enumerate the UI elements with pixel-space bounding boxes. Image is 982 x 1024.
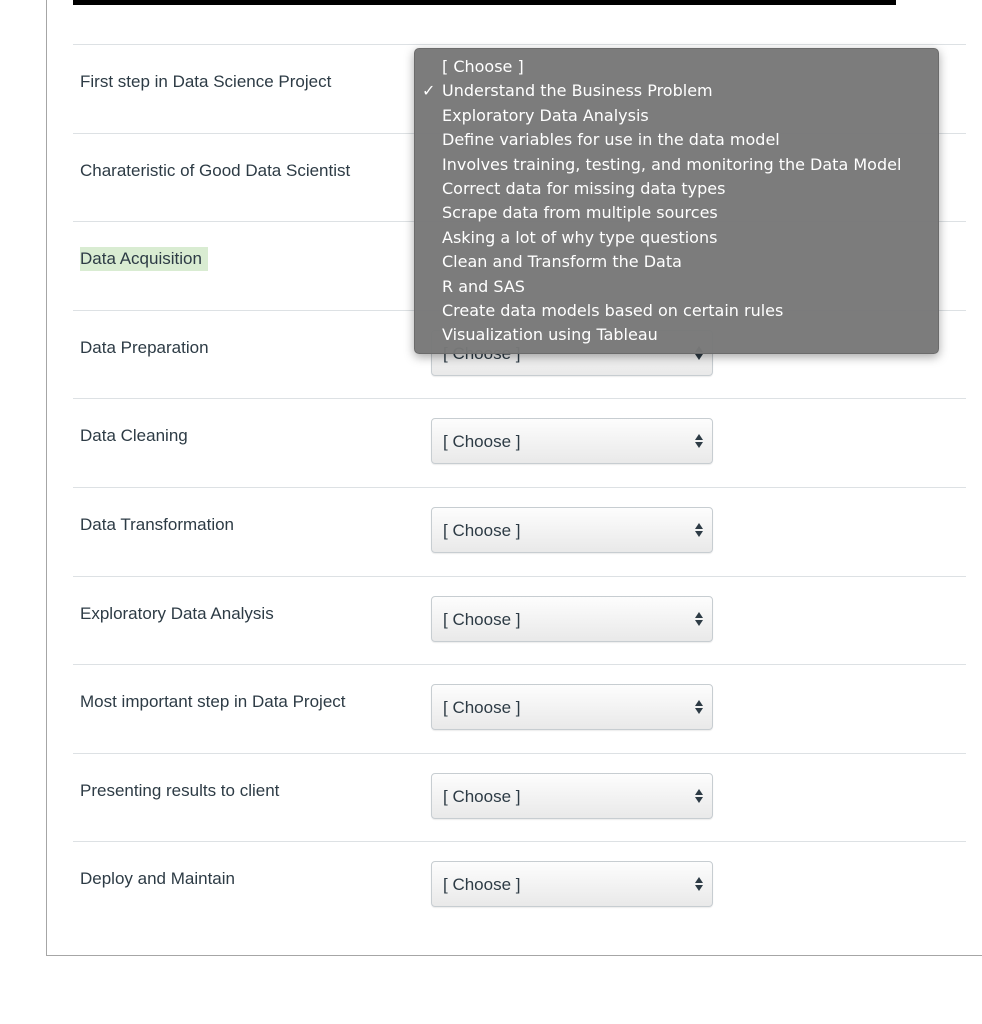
checkmark-icon: ✓	[422, 81, 436, 101]
dropdown-option-label: Correct data for missing data types	[442, 178, 726, 198]
answer-select-value: [ Choose ]	[443, 875, 521, 895]
matching-row	[73, 841, 966, 930]
row-label: Deploy and Maintain	[80, 869, 235, 889]
answer-select-value: [ Choose ]	[443, 786, 521, 806]
row-label-highlighted: Data Acquisition	[80, 247, 208, 271]
dropdown-option-label: [ Choose ]	[442, 57, 524, 76]
dropdown-option-selected[interactable]	[415, 79, 938, 103]
row-label: Data Transformation	[80, 514, 235, 534]
answer-select[interactable]	[431, 773, 713, 819]
select-arrows-icon	[695, 787, 703, 805]
answer-select-value: [ Choose ]	[443, 609, 521, 629]
answer-select[interactable]	[431, 418, 713, 464]
select-arrows-icon	[695, 875, 703, 893]
row-label: Presenting results to client	[80, 780, 280, 800]
row-label: Charateristic of Good Data Scientist	[80, 160, 351, 180]
row-label: Most important step in Data Project	[80, 692, 346, 712]
dropdown-option-label: Exploratory Data Analysis	[442, 105, 649, 125]
matching-row	[73, 398, 966, 487]
dropdown-option[interactable]	[415, 177, 938, 201]
matching-row	[73, 753, 966, 842]
dropdown-option-label: Visualization using Tableau	[442, 325, 658, 345]
dropdown-option[interactable]	[415, 128, 938, 152]
select-arrows-icon	[695, 521, 703, 539]
dropdown-option[interactable]	[415, 201, 938, 225]
row-label: Data Preparation	[80, 337, 209, 357]
dropdown-option-label: Scrape data from multiple sources	[442, 203, 718, 223]
dropdown-option-label: Clean and Transform the Data	[442, 252, 682, 272]
dropdown-option-label: Understand the Business Problem	[442, 81, 713, 101]
select-arrows-icon	[695, 432, 703, 450]
dropdown-option[interactable]	[415, 275, 938, 299]
answer-dropdown-menu	[414, 48, 939, 354]
answer-select[interactable]	[431, 684, 713, 730]
matching-row	[73, 576, 966, 665]
answer-select[interactable]	[431, 507, 713, 553]
dropdown-option-label: R and SAS	[442, 276, 525, 296]
row-label: Exploratory Data Analysis	[80, 603, 274, 623]
dropdown-option[interactable]	[415, 153, 938, 177]
dropdown-option[interactable]	[415, 299, 938, 323]
answer-select-value: [ Choose ]	[443, 698, 521, 718]
dropdown-option[interactable]	[415, 55, 938, 79]
row-label: Data Cleaning	[80, 426, 188, 446]
dropdown-option-label: Involves training, testing, and monitoring the Data Model	[442, 154, 902, 174]
answer-select-value: [ Choose ]	[443, 432, 521, 452]
dropdown-option-label: Define variables for use in the data model	[442, 130, 780, 150]
select-arrows-icon	[695, 610, 703, 628]
dropdown-option[interactable]	[415, 323, 938, 347]
answer-select-value: [ Choose ]	[443, 520, 521, 540]
answer-select[interactable]	[431, 861, 713, 907]
answer-select[interactable]	[431, 596, 713, 642]
select-arrows-icon	[695, 698, 703, 716]
dropdown-option[interactable]	[415, 250, 938, 274]
dropdown-option[interactable]	[415, 104, 938, 128]
row-label: First step in Data Science Project	[80, 72, 332, 91]
matching-row	[73, 664, 966, 753]
dropdown-option[interactable]	[415, 226, 938, 250]
dropdown-option-label: Create data models based on certain rules	[442, 300, 784, 320]
matching-row	[73, 487, 966, 576]
dropdown-option-label: Asking a lot of why type questions	[442, 227, 718, 247]
